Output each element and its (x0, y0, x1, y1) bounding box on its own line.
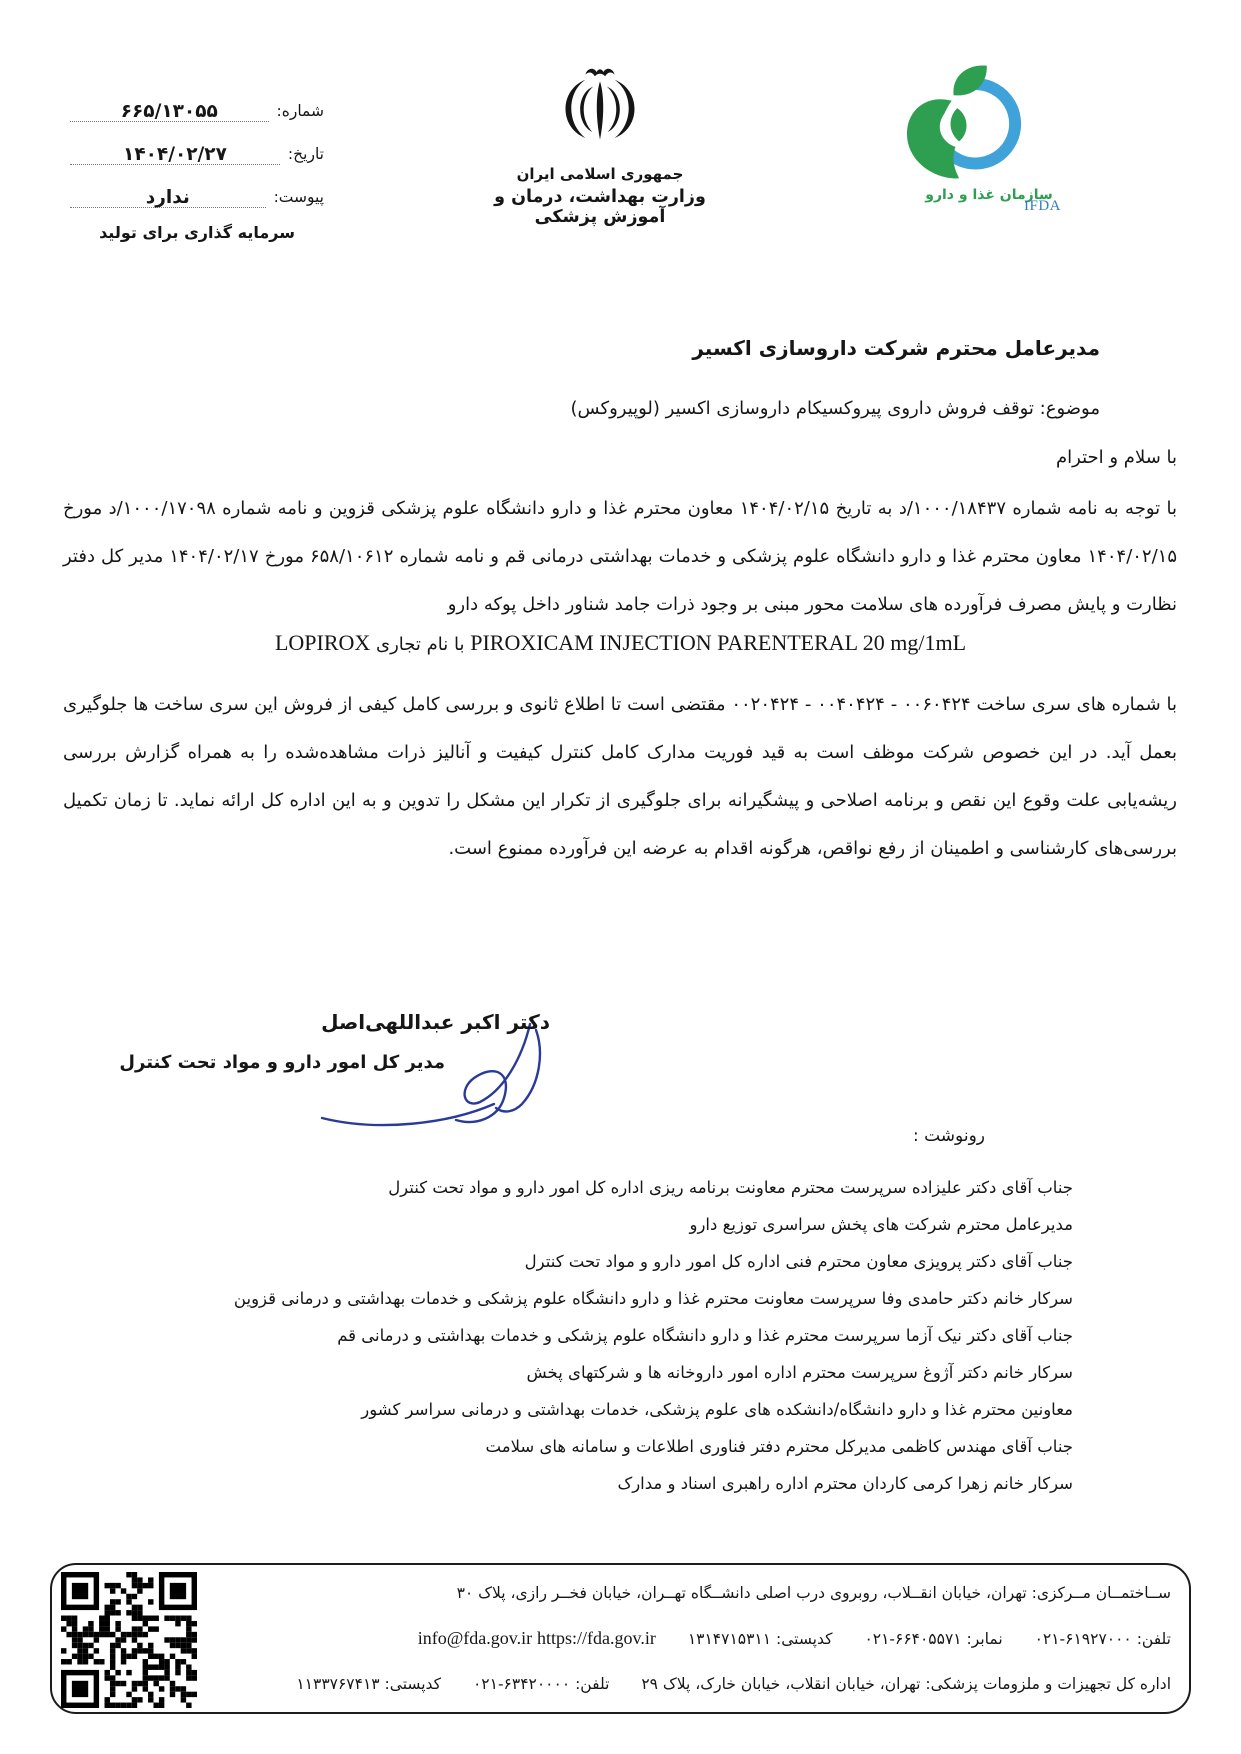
letter-attachment-label: پیوست: (273, 188, 324, 206)
ministry-name: وزارت بهداشت، درمان و آموزش پزشکی (494, 187, 706, 227)
cc-item: سرکار خانم دکتر حامدی وفا سرپرست معاونت محترم غذا و دارو دانشگاه علوم پزشکی و خدمات بهداشتی و درمانی قزوین (233, 1289, 1073, 1308)
footer-contacts (222, 1623, 1171, 1654)
letter-number-value: ۶۶۵/۱۳۰۵۵ (120, 100, 218, 122)
drug-name-line (0, 630, 1241, 656)
drug-name-english: PIROXICAM INJECTION PARENTERAL 20 mg/1mL (470, 630, 967, 655)
cc-item: سرکار خانم زهرا کرمی کاردان محترم اداره راهبری اسناد و مدارک (617, 1474, 1073, 1493)
ifda-caption (872, 184, 1072, 218)
cc-item: مدیرعامل محترم شرکت های پخش سراسری توزیع دارو (689, 1215, 1073, 1234)
cc-item: جناب آقای مهندس کاظمی مدیرکل محترم دفتر فناوری اطلاعات و سامانه های سلامت (485, 1437, 1073, 1456)
footer-postal-2: کدپستی: ۱۱۳۳۷۶۷۴۱۳ (296, 1675, 442, 1693)
salutation: با سلام و احترام (1056, 447, 1177, 468)
letter-date-label: تاریخ: (287, 145, 324, 163)
drug-brand-name: LOPIROX (274, 630, 371, 655)
footer-postal-1: کدپستی: ۱۳۱۴۷۱۵۳۱۱ (687, 1630, 833, 1648)
letter-number-line (70, 102, 269, 122)
cc-item: معاونین محترم غذا و دارو دانشگاه/دانشکده های علوم پزشکی، خدمات بهداشتی و درمانی سراسر کشور (361, 1400, 1073, 1419)
footer-email: info@fda.gov.ir (417, 1628, 533, 1648)
footer-fax: نمابر: ۰۲۱-۶۶۴۰۵۵۷۱ (864, 1630, 1003, 1648)
footer-phone-2: تلفن: ۰۲۱-۶۳۴۲۰۰۰۰ (472, 1675, 610, 1693)
footer-lines (222, 1578, 1171, 1699)
ifda-abbreviation: IFDA (1024, 198, 1062, 214)
footer-phone-1: تلفن: ۰۲۱-۶۱۹۲۷۰۰۰ (1034, 1630, 1171, 1648)
signer-title: مدیر کل امور دارو و مواد تحت کنترل (119, 1052, 445, 1073)
letter-date-value: ۱۴۰۴/۰۲/۲۷ (123, 143, 227, 165)
footer-address-1: ســاختمــان مــرکزی: تهران، خیابان انقــلاب، روبروی درب اصلی دانشــگاه تهــران، خیابان فخــر رازی، پلاک ۳۰ (456, 1584, 1171, 1602)
cc-list (90, 1169, 1073, 1502)
cc-item: سرکار خانم دکتر آژوغ سرپرست محترم اداره امور داروخانه ها و شرکتهای پخش (526, 1363, 1073, 1382)
production-slogan: سرمایه گذاری برای تولید (99, 223, 295, 242)
letter-attachment-row (70, 180, 324, 208)
qr-code (61, 1572, 197, 1708)
cc-item: جناب آقای دکتر نیک آزما سرپرست محترم غذا و دارو دانشگاه علوم پزشکی و خدمات بهداشتی و درمانی قم (337, 1326, 1073, 1345)
drug-brand-connector: با نام تجاری (376, 634, 465, 655)
footer-website: https://fda.gov.ir (537, 1628, 656, 1648)
letter-date-row (70, 137, 324, 165)
country-name: جمهوری اسلامی ایران (516, 165, 684, 183)
body-paragraph-1: با توجه به نامه شماره ۱۰۰۰/۱۸۴۳۷/د به تاریخ ۱۴۰۴/۰۲/۱۵ معاون محترم غذا و دارو دانشگاه علوم پزشکی قزوین و نامه شماره ۱۰۰۰/۱۷۰۹۸/د مورخ ۱۴۰۴/۰۲/۱۵ معاون محترم غذا و دارو دانشگاه علوم پزشکی و خدمات بهداشتی درمانی قم و نامه شماره ۶۵۸/۱۰۶۱۲ مورخ ۱۴۰۴/۰۲/۱۷ مدیر کل دفتر نظارت و پایش مصرف فرآورده های سلامت محور مبنی بر وجود ذرات جامد شناور داخل پوکه دارو (63, 498, 1177, 615)
ministry-header (480, 66, 720, 227)
letter-number-label: شماره: (276, 102, 324, 120)
letter-date-line (70, 145, 280, 165)
subject-line: موضوع: توقف فروش داروی پیروکسیکام داروسازی اکسیر (لوپیروکس) (570, 398, 1100, 419)
ifda-header (872, 62, 1072, 218)
cc-item: جناب آقای دکتر پرویزی معاون محترم فنی اداره کل امور دارو و مواد تحت کنترل (524, 1252, 1073, 1271)
cc-item: جناب آقای دکتر علیزاده سرپرست محترم معاونت برنامه ریزی اداره کل امور دارو و مواد تحت کنترل (388, 1178, 1073, 1197)
footer-equipment-office: اداره کل تجهیزات و ملزومات پزشکی: تهران، خیابان انقلاب، خیابان خارک، پلاک ۲۹ (641, 1675, 1171, 1693)
body-paragraph-2: با شماره های سری ساخت ۰۰۶۰۴۲۴ - ۰۰۴۰۴۲۴ - ۰۰۲۰۴۲۴ مقتضی است تا اطلاع ثانوی و بررسی کامل کیفی از فروش این سری ساخت ها جلوگیری بعمل آید. در این خصوص شرکت موظف است به قید فوریت مدارک کامل کنترل کیفیت و آنالیز ذرات مشاهده‌شده را به همراه گزارش بررسی ریشه‌یابی علت وقوع این نقص و برنامه اصلاحی و پیشگیرانه برای جلوگیری از تکرار این مشکل را تدوین و به این اداره کل ارائه نماید. تا زمان تکمیل بررسی‌های کارشناسی و اطمینان از رفع نواقص، هرگونه اقدام به عرضه این فرآورده ممنوع است. (63, 694, 1177, 859)
letter-meta-block (70, 94, 324, 242)
ifda-logo-icon (897, 62, 1047, 182)
iran-emblem-icon (557, 66, 643, 162)
cc-label: رونوشت : (912, 1126, 985, 1146)
recipient-heading: مدیرعامل محترم شرکت داروسازی اکسیر (692, 336, 1100, 360)
letter-number-row (70, 94, 324, 122)
letter-attachment-line (70, 188, 266, 208)
signer-name: دکتر اکبر عبداللهی‌اصل (321, 1010, 550, 1034)
letter-attachment-value: ندارد (145, 186, 190, 208)
footer-box (50, 1563, 1191, 1714)
footer-address-2 (222, 1669, 1171, 1699)
ifda-org-name: سازمان غذا و دارو (925, 187, 1053, 203)
